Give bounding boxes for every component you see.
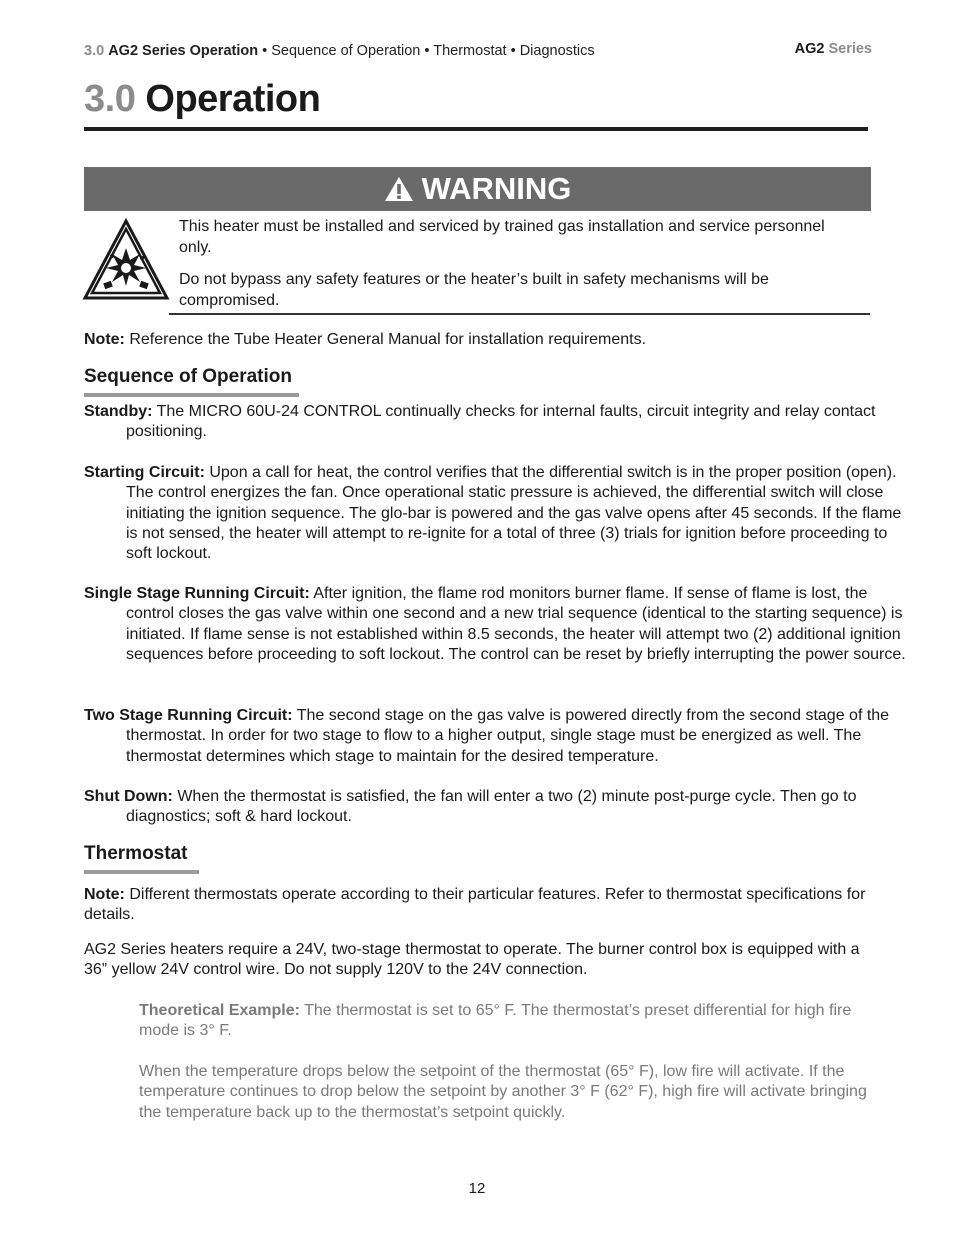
section-heading-sequence: Sequence of Operation [84,366,292,387]
installation-note [84,330,874,350]
sequence-item-text: Upon a call for heat, the control verifies that the differential switch is in the proper position (open). The control energizes the fan. Once operational static pressure is achieved, the differential switch will close initiating the ignition sequence. The glo-bar is powered and the gas valve opens after 45 seconds. If the flame is not sensed, the heater will attempt to re-ignite for a total of three (3) trials for ignition before proceeding to soft lockout. [126,464,902,563]
header-brand [795,41,872,57]
warning-banner [84,167,871,211]
sequence-item-starting-circuit [84,463,916,564]
sequence-item-shut-down [84,787,916,828]
note-label: Note: [84,331,125,348]
header-section-number: 3.0 [84,43,105,59]
running-header [84,43,595,59]
header-brand-bold: AG2 [794,41,825,57]
section-heading-thermostat: Thermostat [84,843,188,864]
thermostat-note [84,885,874,926]
header-brand-grey: Series [828,41,872,57]
warning-heading: WARNING [421,171,572,206]
note-text: Reference the Tube Heater General Manual for installation requirements. [124,331,647,348]
warning-paragraph-1: This heater must be installed and serviced by trained gas installation and service personnel only. [179,218,825,256]
sequence-item-single-stage [84,584,916,665]
sequence-item-label: Two Stage Running Circuit: [84,707,293,724]
theoretical-example-detail: When the temperature drops below the setpoint of the thermostat (65° F), low fire will activate. If the temperature continues to drop below the setpoint by another 3° F (62° F), high fire will activate bringing the temperature back up to the thermostat’s setpoint quickly. [139,1063,867,1121]
note-text: Different thermostats operate according to their particular features. Refer to thermostat specifications for details. [84,886,866,924]
sequence-item-standby [84,402,916,443]
sequence-item-text: After ignition, the flame rod monitors burner flame. If sense of flame is lost, the control closes the gas valve within one second and a new trial sequence (identical to the starting sequence) is initiated. If flame sense is not established within 8.5 seconds, the heater will attempt two (2) additional ignition sequences before proceeding to soft lockout. The control can be reset by briefly interrupting the power source. [126,585,906,663]
warning-text [179,217,829,323]
sequence-item-label: Standby: [84,403,153,420]
title-divider [84,127,868,131]
warning-divider [169,313,870,315]
sequence-item-label: Shut Down: [84,788,173,805]
header-section-title: AG2 Series Operation [108,43,259,59]
sequence-item-text: The second stage on the gas valve is powered directly from the second stage of the thermostat. In order for two stage to flow to a higher output, single stage must be energized as well. The thermostat determines which stage to maintain for the desired temperature. [126,707,890,765]
page-title-text: Operation [145,78,321,120]
section-underline-sequence [84,393,299,397]
section-underline-thermostat [84,870,199,874]
sequence-item-text: When the thermostat is satisfied, the fan will enter a two (2) minute post-purge cycle. Then go to diagnostics; soft & hard lockout. [126,788,857,826]
page-title [84,78,320,121]
theoretical-example [139,1001,874,1042]
example-text: The thermostat is set to 65° F. The thermostat’s preset differential for high fire mode is 3° F. [139,1002,852,1040]
page-number: 12 [468,1180,486,1197]
thermostat-requirements: AG2 Series heaters require a 24V, two-stage thermostat to operate. The burner control box is equipped with a 36” yellow 24V control wire. Do not supply 120V to the 24V connection. [84,941,860,979]
header-section-topics: • Sequence of Operation • Thermostat • Diagnostics [258,43,595,59]
sequence-item-text: The MICRO 60U-24 CONTROL continually checks for internal faults, circuit integrity and relay contact positioning. [126,403,876,441]
note-label: Note: [84,886,125,903]
sequence-item-label: Starting Circuit: [84,464,205,481]
page-title-number: 3.0 [84,78,136,120]
warning-triangle-icon [384,176,414,202]
explosion-hazard-icon [82,218,170,302]
example-label: Theoretical Example: [139,1002,300,1019]
sequence-item-label: Single Stage Running Circuit: [84,585,310,602]
warning-paragraph-2: Do not bypass any safety features or the heater’s built in safety mechanisms will be compromised. [179,271,769,309]
sequence-item-two-stage [84,706,916,767]
